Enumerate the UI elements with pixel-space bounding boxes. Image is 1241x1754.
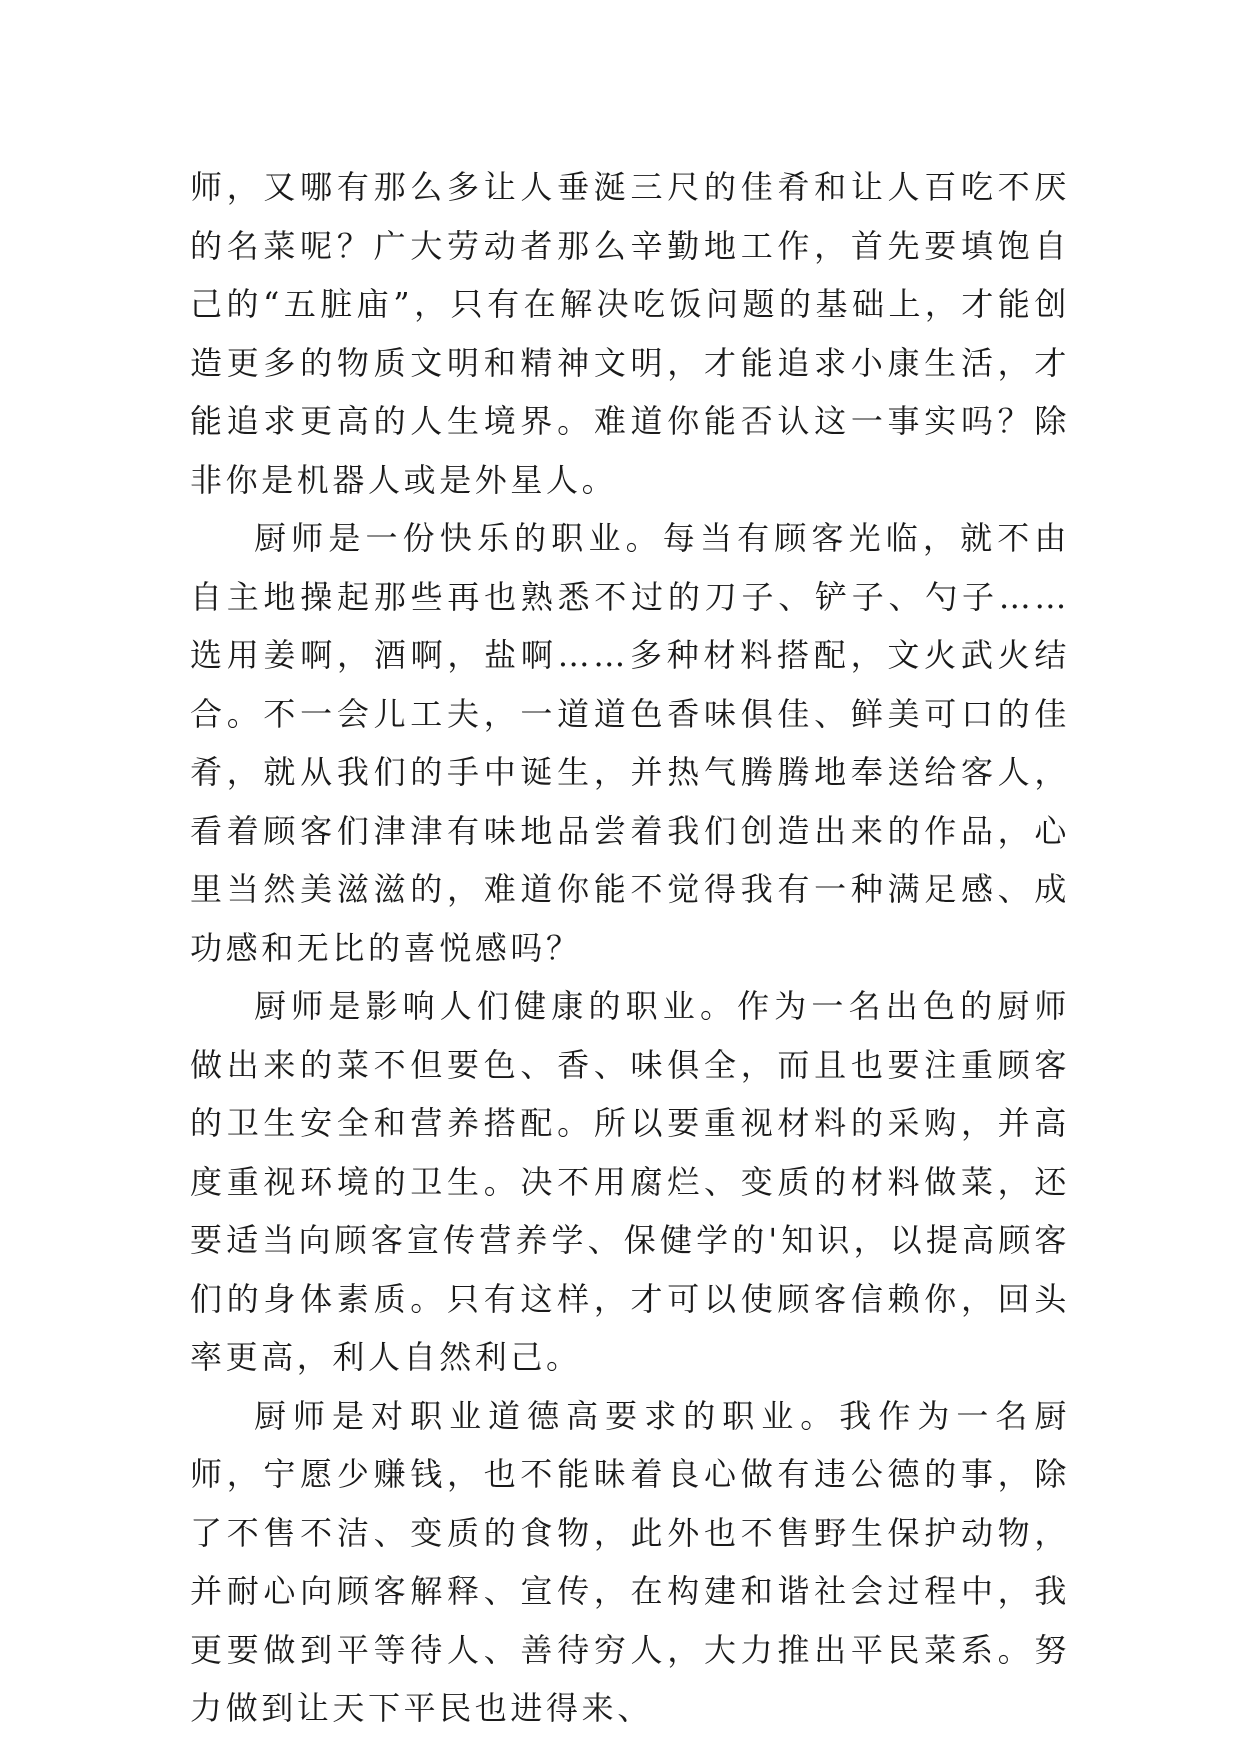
paragraph-4: 厨师是对职业道德高要求的职业。我作为一名厨师，宁愿少赚钱，也不能昧着良心做有违公德的事，除了不售不洁、变质的食物，此外也不售野生保护动物，并耐心向顾客解释、宣传，在构建和谐社会过程中，我更要做到平等待人、善待穷人，大力推出平民菜系。努力做到让天下平民也进得来、 bbox=[190, 1396, 1070, 1727]
paragraph-2: 厨师是一份快乐的职业。每当有顾客光临，就不由自主地操起那些再也熟悉不过的刀子、铲子、勺子……选用姜啊，酒啊，盐啊……多种材料搭配，文火武火结合。不一会儿工夫，一道道色香味俱佳、鲜美可口的佳肴，就从我们的手中诞生，并热气腾腾地奉送给客人，看着顾客们津津有味地品尝着我们创造出来的作品，心里当然美滋滋的，难道你能不觉得我有一种满足感、成功感和无比的喜悦感吗？ bbox=[190, 519, 1070, 967]
paragraph-3: 厨师是影响人们健康的职业。作为一名出色的厨师做出来的菜不但要色、香、味俱全，而且也要注重顾客的卫生安全和营养搭配。所以要重视材料的采购，并高度重视环境的卫生。决不用腐烂、变质的材料做菜，还要适当向顾客宣传营养学、保健学的'知识，以提高顾客们的身体素质。只有这样，才可以使顾客信赖你，回头率更高，利人自然利己。 bbox=[190, 987, 1070, 1376]
paragraph-1: 师，又哪有那么多让人垂涎三尺的佳肴和让人百吃不厌的名菜呢？广大劳动者那么辛勤地工作，首先要填饱自己的“五脏庙”，只有在解决吃饭问题的基础上，才能创造更多的物质文明和精神文明，才能追求小康生活，才能追求更高的人生境界。难道你能否认这一事实吗？除非你是机器人或是外星人。 bbox=[190, 168, 1070, 499]
body-text bbox=[190, 158, 1070, 1738]
